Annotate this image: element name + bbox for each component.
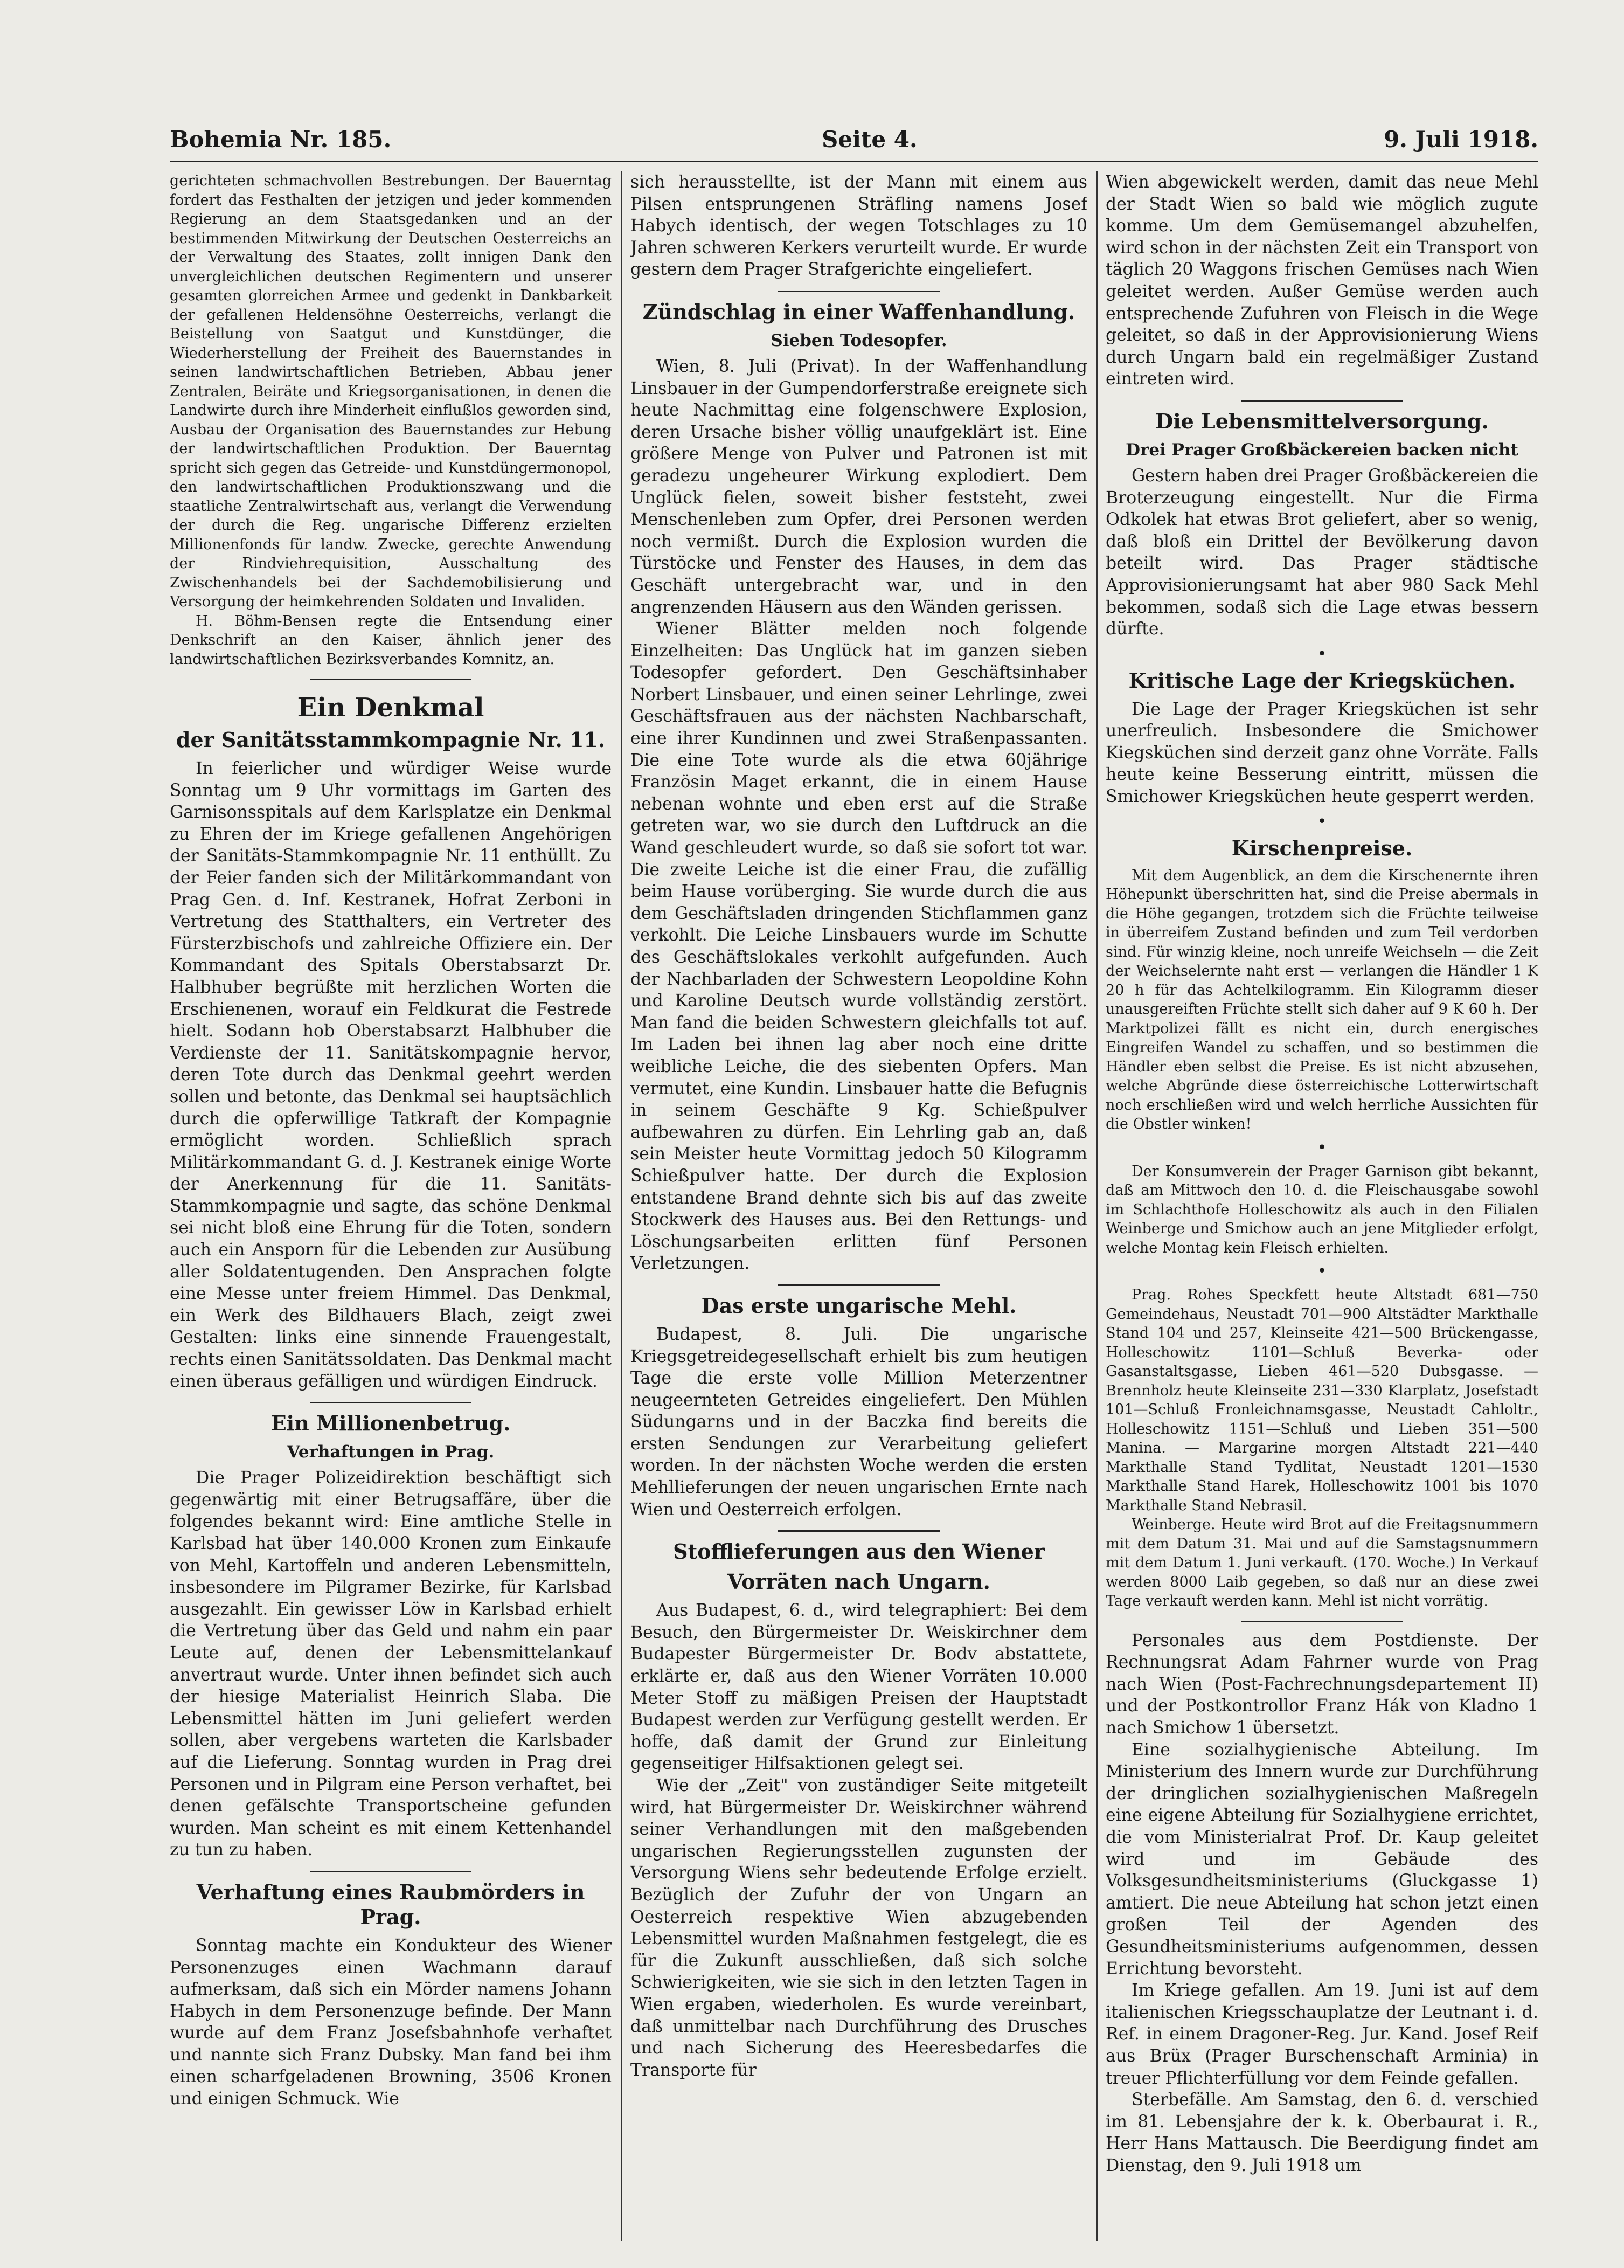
article-headline: Stofflieferungen aus den Wiener <box>673 1539 1045 1564</box>
article-headline: Die Lebensmittelversorgung. <box>1155 409 1489 433</box>
column-rule-1 <box>621 171 622 2241</box>
bullet-separator: • <box>1317 812 1327 831</box>
header-rule <box>170 161 1538 162</box>
article-text: Die Lage der Prager Kriegsküchen ist sehr unerfreulich. Insbesondere die Smichower Kiegsküchen sind derzeit ganz ohne Vorräte. Falls heute keine Besserung eintritt, müssen die Smichower Kriegsküchen heute gesperrt werden. <box>1106 699 1538 807</box>
article-headline: Ein Millionenbetrug. <box>270 1411 511 1436</box>
separator-rule <box>310 1402 471 1403</box>
article-headline: Kirschenpreise. <box>1231 835 1413 860</box>
page-number: Seite 4. <box>822 126 918 153</box>
separator-rule <box>310 679 471 680</box>
article-text: Aus Budapest, 6. d., wird telegraphiert: Bei dem Besuch, den Bürgermeister Dr. Weiskirchner dem Budapester Bürgermeister Dr. Bodv abstattete, erklärte er, daß aus den Wiener Vorräten 10.000 Meter Stoff zu mäßigen Preisen der Hauptstadt Budapest werden zur Verfügung gestellt werden. Er hoffe, daß damit der Grund zur Einleitung gegenseitiger Hilfsaktionen gelegt sei. <box>630 1601 1087 1774</box>
article-text: Personales aus dem Postdienste. Der Rechnungsrat Adam Fahrner wurde von Prag nach Wien (Post-Fachrechnungsdepartement II) und der Postkontrollor Franz Hák von Kladno 1 nach Smichow 1 übersetzt. <box>1106 1630 1538 1738</box>
separator-rule <box>1241 1621 1403 1622</box>
article-subheadline: Drei Prager Großbäckereien backen nicht <box>1126 440 1518 460</box>
article-text: Sterbefälle. Am Samstag, den 6. d. verschied im 81. Lebensjahre der k. k. Oberbaurat i. R., Herr Hans Mattausch. Die Beerdigung findet am Dienstag, den 9. Juli 1918 um <box>1106 2090 1538 2175</box>
column-rule-2 <box>1096 171 1098 2241</box>
article-text: H. Böhm-Bensen regte die Entsendung einer Denkschrift an den Kaiser, ähnlich jener des landwirtschaftlichen Bezirksverbandes Komnitz, an. <box>170 612 612 668</box>
article-headline: Verhaftung eines Raubmörders in Prag. <box>196 1879 585 1929</box>
article-headline: Das erste ungarische Mehl. <box>701 1293 1017 1318</box>
article-text: Budapest, 8. Juli. Die ungarische Kriegsgetreidegesellschaft erhielt bis zum heutigen Tage die erste volle Million Meterzentner neugeernteten Getreides eingeliefert. Den Mühlen Südungarns und in der Baczka find bereits die ersten Sendungen zur Verarbeitung geliefert worden. In der nächsten Woche werden die ersten Mehllieferungen der neuen ungarischen Ernte nach Wien und Oesterreich erfolgen. <box>630 1324 1087 1519</box>
article-text: Wie der „Zeit" von zuständiger Seite mitgeteilt wird, hat Bürgermeister Dr. Weiskirchner während seiner Verhandlungen mit den maßgebenden ungarischen Regierungsstellen zugunsten der Versorgung Wiens sehr bedeutende Erfolge erzielt. Bezüglich der Zufuhr der von Ungarn an Oesterreich respektive Wien abzugebenden Lebensmittel wurden Maßnahmen festgelegt, die es für die Zukunft ausschließen, daß sich solche Schwierigkeiten, wie sie sich in den letzten Tagen in Wien ergaben, wiederholen. Es wurde vereinbart, daß unmittelbar nach Durchführung des Drusches und nach Sicherung des Heeresbedarfes die Transporte für <box>630 1776 1087 2080</box>
article-text: Eine sozialhygienische Abteilung. Im Ministerium des Innern wurde zur Durchführung der dringlichen sozialhygienischen Maßregeln eine eigene Abteilung für Sozialhygiene errichtet, die vom Ministerialrat Prof. Dr. Kaup geleitet wird und im Gebäude des Volksgesundheitsministeriums (Gluckgasse 1) amtiert. Die neue Abteilung hat schon jetzt einen großen Teil der Agenden des Gesundheitsministeriums aufgenommen, dessen Errichtung bevorsteht. <box>1106 1740 1538 1979</box>
notice-text: Der Konsumverein der Prager Garnison gibt bekannt, daß am Mittwoch den 10. d. die Fleischausgabe sowohl im Schlachthofe Holleschowitz als auch in den Filialen Weinberge und Smichow auch an jene Mitglieder erfolgt, welche Montag kein Fleisch erhielten. <box>1106 1163 1538 1256</box>
article-text: Sonntag machte ein Kondukteur des Wiener Personenzuges einen Wachmann darauf aufmerksam, daß sich ein Mörder namens Johann Habych in dem Personenzuge befinde. Der Mann wurde auf dem Franz Josefsbahnhofe verhaftet und nannte sich Franz Dubsky. Man fand bei ihm einen scharfgeladenen Browning, 3506 Kronen und einigen Schmuck. Wie <box>170 1935 612 2109</box>
separator-rule <box>310 1871 471 1872</box>
separator-rule <box>1241 400 1403 402</box>
article-text: In feierlicher und würdiger Weise wurde Sonntag um 9 Uhr vormittags im Garten des Garnisonsspitals auf dem Karlsplatze ein Denkmal zu Ehren der im Kriege gefallenen Angehörigen der Sanitäts-Stammkompagnie Nr. 11 enthüllt. Zu der Feier fanden sich der Militärkommandant von Prag Gen. d. Inf. Kestranek, Hofrat Zerboni in Vertretung des Statthalters, ein Vertreter des Fürsterzbischofs und zahlreiche Offiziere ein. Der Kommandant des Spitals Oberstabsarzt Dr. Halbhuber begrüßte mit herzlichen Worten die Erschienenen, worauf ein Feldkurat die Festrede hielt. Sodann hob Oberstabsarzt Halbhuber die Verdienste der 11. Sanitätskompagnie hervor, deren Tote durch das Denkmal geehrt werden sollen und betonte, das Denkmal sei hauptsächlich durch die opferwillige Tatkraft der Kompagnie ermöglicht worden. Schließlich sprach Militärkommandant G. d. J. Kestranek einige Worte der Anerkennung für die 11. Sanitäts-Stammkompagnie und sagte, das schöne Denkmal sei nicht bloß eine Ehrung für die Toten, sondern auch ein Ansporn für die Lebenden zur Ausübung aller Soldatentugenden. Den Ansprachen folgte eine Messe unter freiem Himmel. Das Denkmal, ein Werk des Bildhauers Blach, zeigt zwei Gestalten: links eine sinnende Frauengestalt, rechts einen Sanitätssoldaten. Das Denkmal macht einen überaus gefälligen und würdigen Eindruck. <box>170 759 612 1391</box>
article-text: Wien, 8. Juli (Privat). In der Waffenhandlung Linsbauer in der Gumpendorferstraße ereignete sich heute Nachmittag eine folgenschwere Explosion, deren Ursache bisher völlig unaufgeklärt ist. Eine größere Menge von Pulver und Patronen ist mit geradezu ungeheurer Wirkung explodiert. Dem Unglück fielen, soweit bisher feststeht, zwei Menschenleben zum Opfer, drei Personen werden noch vermißt. Durch die Explosion wurden die Türstöcke und Fenster des Hauses, in dem das Geschäft untergebracht war, und in den angrenzenden Häusern aus den Wänden gerissen. <box>630 356 1087 617</box>
article-subheadline: Sieben Todesopfer. <box>771 330 947 350</box>
bullet-separator: • <box>1317 1138 1327 1157</box>
column-2 <box>630 171 1087 2241</box>
article-headline: Vorräten nach Ungarn. <box>727 1569 990 1594</box>
page-header <box>170 122 1538 155</box>
article-text: Gestern haben drei Prager Großbäckereien die Broterzeugung eingestellt. Nur die Firma Odkolek hat etwas Brot geliefert, aber so wenig, daß bloß ein Drittel der Bevölkerung davon beteilt wird. Das Prager städtische Approvisionierungsamt hat aber 980 Sack Mehl bekommen, sodaß sich die Lage etwas bessern dürfte. <box>1106 466 1538 639</box>
article-text: Im Kriege gefallen. Am 19. Juni ist auf dem italienischen Kriegsschauplatze der Leutnant i. d. Ref. in einem Dragoner-Reg. Jur. Kand. Josef Reif aus Brüx (Prager Burschenschaft Arminia) in treuer Pflichterfüllung vor dem Feinde gefallen. <box>1106 1981 1538 2088</box>
article-text: Mit dem Augenblick, an dem die Kirschenernte ihren Höhepunkt überschritten hat, sind die Preise abermals in die Höhe gegangen, trotzdem sich die Früchte teilweise in überreifem Zustand befinden und zum Teil verdorben sind. Für winzig kleine, noch unreife Weichseln — die Zeit der Weichselernte naht erst — verlangen die Händler 1 K 20 h für das Achtelkilogramm. Ein Kilogramm dieser unausgereiften Früchte stellt sich daher auf 9 K 60 h. Der Marktpolizei fällt es nicht ein, durch energisches Eingreifen Wandel zu schaffen, und so bestimmen die Händler eben selbst die Preise. Es ist nicht abzusehen, welche Abgründe diese österreichische Lotterwirtschaft noch erschließen wird und welch herrliche Aussichten für die Obstler winken! <box>1106 867 1538 1133</box>
article-headline: Ein Denkmal <box>297 693 484 723</box>
separator-rule <box>778 1284 940 1286</box>
article-headline: Kritische Lage der Kriegsküchen. <box>1128 668 1516 693</box>
separator-rule <box>778 291 940 292</box>
bullet-separator: • <box>1317 644 1327 663</box>
article-subheadline: Verhaftungen in Prag. <box>287 1442 495 1462</box>
article-text: Wiener Blätter melden noch folgende Einzelheiten: Das Unglück hat im ganzen sieben Todesopfer gefordert. Den Geschäftsinhaber Norbert Linsbauer, und einen seiner Lehrlinge, zwei Geschäftsfrauen aus der nächsten Nachbarschaft, eine ihrer Kundinnen und zwei Straßenpassanten. Die eine Tote wurde als die etwa 60jährige Französin Maget erkannt, die in einem Hause nebenan wohnte und eben erst auf die Straße getreten war, wo sie durch den Luftdruck an die Wand geschleudert wurde, so daß sie sofort tot war. Die zweite Leiche ist die einer Frau, die zufällig beim Hause vorüberging. Sie wurde durch die aus dem Geschäftsladen dringenden Stichflammen ganz verkohlt. Die Leiche Linsbauers wurde im Schutte des Geschäftslokales verkohlt aufgefunden. Auch der Nachbarladen der Schwestern Leopoldine Kohn und Karoline Deutsch wurde vollständig zerstört. Man fand die beiden Schwestern gleichfalls tot auf. Im Laden bei ihnen lag aber noch eine dritte weibliche Leiche, die des siebenten Opfers. Man vermutet, eine Kundin. Linsbauer hatte die Befugnis in seinem Geschäfte 9 Kg. Schießpulver aufbewahren zu dürfen. Ein Lehrling gab an, daß sein Meister heute Vormittag jedoch 50 Kilogramm Schießpulver hatte. Der durch die Explosion entstandene Brand dehnte sich bis auf das zweite Stockwerk des Hauses aus. Bei den Rettungs- und Löschungsarbeiten erlitten fünf Personen Verletzungen. <box>630 619 1087 1274</box>
notice-text: Weinberge. Heute wird Brot auf die Freitagsnummern mit dem Datum 31. Mai und auf die Samstagsnummern mit dem Datum 1. Juni verkauft. (170. Woche.) In Verkauf werden 8000 Laib gegeben, so daß nur an diese zwei Tage verkauft werden kann. Mehl ist nicht vorrätig. <box>1106 1516 1538 1610</box>
column-1 <box>170 171 612 2241</box>
article-text: Die Prager Polizeidirektion beschäftigt sich gegenwärtig mit einer Betrugsaffäre, über die folgendes bekannt wird: Eine amtliche Stelle in Karlsbad hat über 140.000 Kronen zum Einkaufe von Mehl, Kartoffeln und anderen Lebensmitteln, insbesondere im Pilgramer Bezirke, für Karlsbad ausgezahlt. Ein gewisser Löw in Karlsbad erhielt die Vertretung über das Geld und nahm ein paar Leute auf, denen der Lebensmittelankauf anvertraut wurde. Unter ihnen befindet sich auch der hiesige Materialist Heinrich Slaba. Die Lebensmittel hätten im Juni geliefert werden sollen, aber vergebens warteten die Karlsbader auf die Lieferung. Sonntag wurden in Prag drei Personen und in Pilgram eine Person verhaftet, bei denen gefälschte Transportscheine gefunden wurden. Man scheint es mit einem Kettenhandel zu tun zu haben. <box>170 1468 612 1860</box>
column-3 <box>1106 171 1538 2241</box>
article-text: gerichteten schmachvollen Bestrebungen. Der Bauerntag fordert das Festhalten der jetzigen und jeder kommenden Regierung an dem Staatsgedanken und an der bestimmenden Mitwirkung der Deutschen Oesterreichs an der Verwaltung des Staates, zollt innigen Dank den unvergleichlichen deutschen Regimentern und unserer gesamten glorreichen Armee und gedenkt in Dankbarkeit der gefallenen Heldensöhne Oesterreichs, verlangt die Beistellung von Saatgut und Kunstdünger, die Wiederherstellung der Freiheit des Bauernstandes in seinen landwirtschaftlichen Betrieben, Abbau jener Zentralen, Beiräte und Kriegsorganisationen, in denen die Landwirte durch ihre Minderheit einflußlos geworden sind, Ausbau der Organisation des Bauernstandes zur Hebung der landwirtschaftlichen Produktion. Der Bauerntag spricht sich gegen das Getreide- und Kunstdüngermonopol, den landwirtschaftlichen Produktionszwang und die staatliche Zentralwirtschaft aus, verlangt die Verwendung der durch die Reg. ungarische Differenz erzielten Millionenfonds für landw. Zwecke, gerechte Anwendung der Rindviehrequisition, Ausschaltung des Zwischenhandels bei der Sachdemobilisierung und Versorgung der heimkehrenden Soldaten und Invaliden. <box>170 172 612 610</box>
article-headline: Zündschlag in einer Waffenhandlung. <box>642 299 1075 324</box>
article-text: sich herausstellte, ist der Mann mit einem aus Pilsen entsprungenen Sträfling namens Josef Habych identisch, der wegen Totschlages zu 10 Jahren schweren Kerkers verurteilt wurde. Er wurde gestern dem Prager Strafgerichte eingeliefert. <box>630 172 1087 280</box>
article-text: Wien abgewickelt werden, damit das neue Mehl der Stadt Wien so bald wie möglich zugute komme. Um dem Gemüsemangel abzuhelfen, wird schon in der nächsten Zeit ein Transport von täglich 20 Waggons frischen Gemüses nach Wien geleitet werden. Außer Gemüse werden auch entsprechende Zufuhren von Fleisch in die Wege geleitet, so daß in der Approvisionierung Wiens durch Ungarn bald ein regelmäßiger Zustand eintreten wird. <box>1106 172 1538 389</box>
issue-date: 9. Juli 1918. <box>1384 126 1538 153</box>
bullet-separator: • <box>1317 1262 1327 1281</box>
issue-number: Bohemia Nr. 185. <box>170 126 392 153</box>
separator-rule <box>778 1530 940 1532</box>
notice-text: Prag. Rohes Speckfett heute Altstadt 681—750 Gemeindehaus, Neustadt 701—900 Altstädter Markthalle Stand 104 und 257, Kleinseite 421—500 Brückengasse, Holleschowitz 1101—Schluß Beverka- oder Gasanstaltsgasse, Lieben 461—520 Dubsgasse. — Brennholz heute Kleinseite 231—330 Klarplatz, Josefstadt 101—Schluß Fronleichnamsgasse, Neustadt Cahloltr., Holleschowitz 1151—Schluß und Lieben 351—500 Manina. — Margarine morgen Altstadt 221—440 Markthalle Stand Tydlitat, Neustadt 1201—1530 Markthalle Stand Harek, Holleschowitz 1001 bis 1070 Markthalle Stand Nebrasil. <box>1106 1287 1538 1514</box>
article-headline: der Sanitätsstammkompagnie Nr. 11. <box>176 728 606 752</box>
